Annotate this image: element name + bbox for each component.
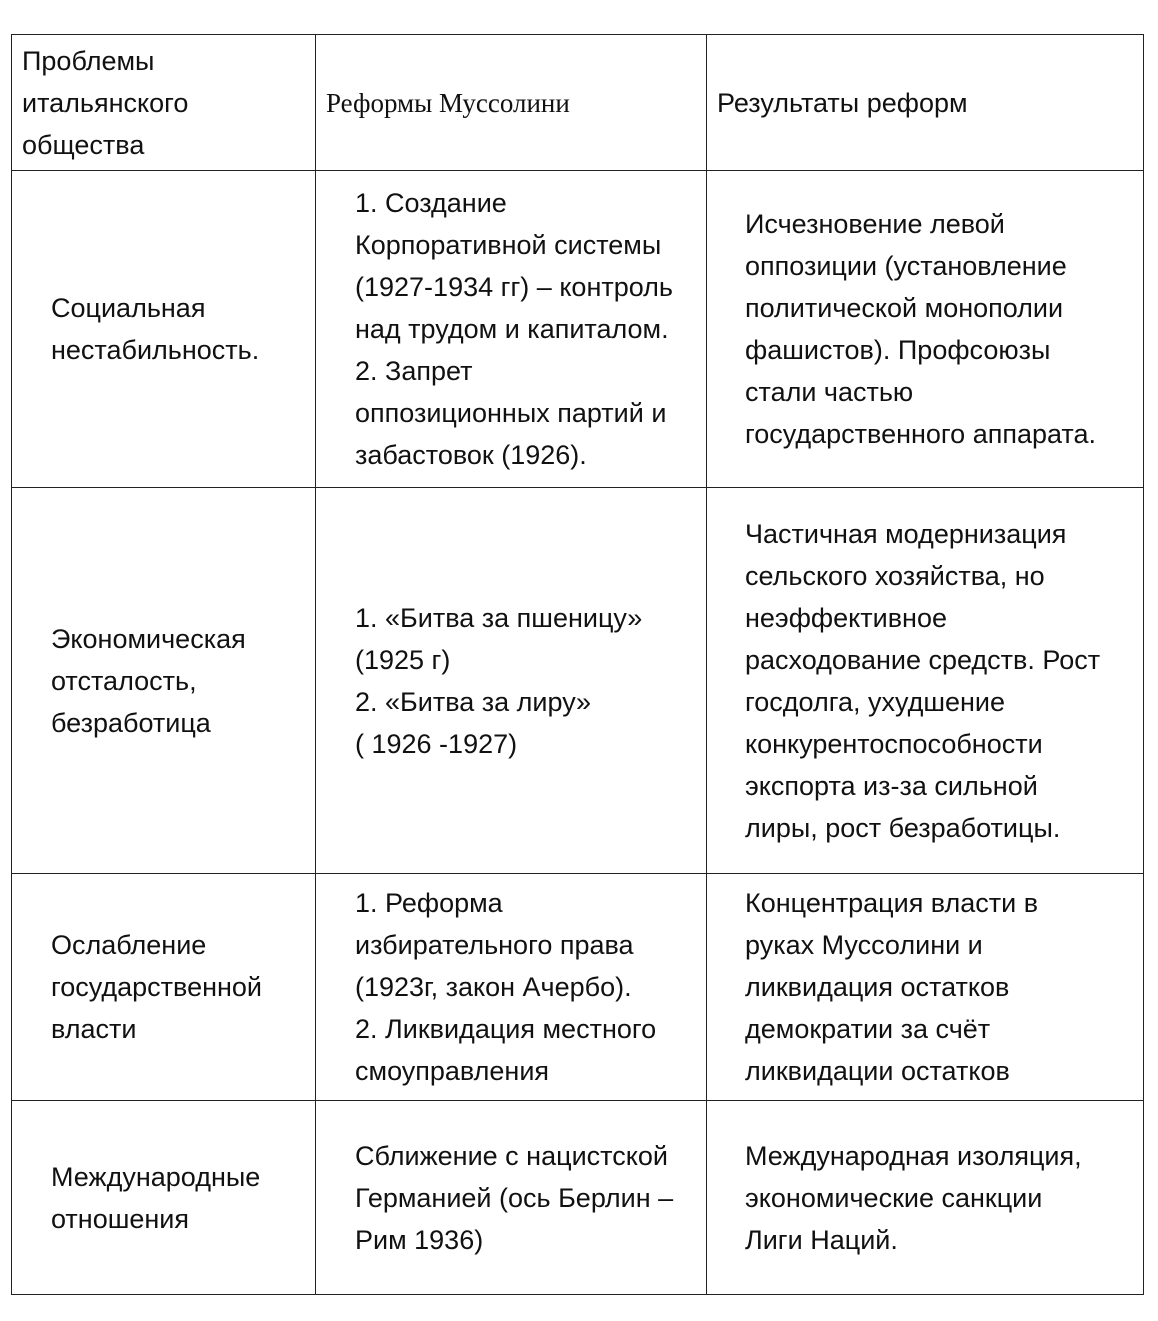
problem-cell <box>12 874 316 1101</box>
result-cell <box>707 874 1144 1101</box>
cell-line: конкурентоспособности <box>745 728 1043 759</box>
problem-cell <box>12 1101 316 1295</box>
cell-line: политической монополии <box>745 293 1064 323</box>
cell-line: забастовок (1926). <box>355 440 587 470</box>
cell-line: ( 1926 -1927) <box>355 728 518 759</box>
cell-line: руках Муссолини и <box>745 930 983 960</box>
cell-line: Частичная модернизация <box>745 518 1067 549</box>
table-header-row <box>12 35 1144 171</box>
cell-line: 1. Создание <box>355 188 507 218</box>
cell-line: избирательного права <box>355 930 634 960</box>
reform-cell <box>316 874 707 1101</box>
table-row <box>12 1101 1144 1295</box>
cell-line: государственного аппарата. <box>745 419 1096 449</box>
cell-line: 1. Реформа <box>355 888 503 918</box>
cell-line: оппозиционных партий и <box>355 398 667 428</box>
cell-line: демократии за счёт <box>745 1014 991 1044</box>
result-cell <box>707 171 1144 488</box>
cell-line: 2. «Битва за лиру» <box>355 686 592 717</box>
cell-line: Международные <box>51 1161 261 1192</box>
result-cell <box>707 1101 1144 1295</box>
cell-line: (1923г, закон Ачербо). <box>355 972 632 1002</box>
cell-line: (1927-1934 гг) – контроль <box>355 272 673 302</box>
header-problems-line: общества <box>22 129 145 160</box>
reform-cell <box>316 488 707 874</box>
cell-line: расходование средств. Рост <box>745 644 1101 675</box>
cell-line: ликвидация остатков <box>745 972 1010 1002</box>
problem-cell <box>12 488 316 874</box>
table-row <box>12 171 1144 488</box>
cell-line: Экономическая <box>51 623 246 654</box>
cell-line: Сближение с нацистской <box>355 1140 668 1171</box>
result-cell <box>707 488 1144 874</box>
cell-line: власти <box>51 1014 137 1044</box>
cell-line: Исчезновение левой <box>745 209 1005 239</box>
cell-line: лиры, рост безработицы. <box>745 812 1061 843</box>
cell-line: Концентрация власти в <box>745 888 1039 918</box>
cell-line: Германией (ось Берлин – <box>355 1182 674 1213</box>
cell-line: ликвидации остатков <box>745 1056 1010 1086</box>
reform-cell <box>316 171 707 488</box>
table-row <box>12 874 1144 1101</box>
cell-line: стали частью <box>745 377 914 407</box>
cell-line: 1. «Битва за пшеницу» <box>355 602 643 633</box>
reforms-table <box>11 34 1144 1295</box>
cell-line: оппозиции (установление <box>745 251 1067 281</box>
header-reforms: Реформы Муссолини <box>316 35 707 171</box>
cell-line: Международная изоляция, <box>745 1140 1082 1171</box>
cell-line: безработица <box>51 707 211 738</box>
cell-line: нестабильность. <box>51 335 260 365</box>
table-row <box>12 488 1144 874</box>
header-problems-line: Проблемы <box>22 45 155 76</box>
cell-line: Рим 1936) <box>355 1224 484 1255</box>
cell-line: Корпоративной системы <box>355 230 662 260</box>
header-problems-line: итальянского <box>22 87 189 118</box>
cell-line: 2. Запрет <box>355 356 473 386</box>
cell-line: госдолга, ухудшение <box>745 686 1006 717</box>
cell-line: государственной <box>51 972 263 1002</box>
cell-line: Лиги Наций. <box>745 1224 898 1255</box>
problem-cell <box>12 171 316 488</box>
cell-line: Социальная <box>51 293 206 323</box>
cell-line: (1925 г) <box>355 644 451 675</box>
cell-line: смоуправления <box>355 1056 550 1086</box>
cell-line: сельского хозяйства, но <box>745 560 1045 591</box>
cell-line: фашистов). Профсоюзы <box>745 335 1051 365</box>
cell-line: экспорта из-за сильной <box>745 770 1038 801</box>
header-results: Результаты реформ <box>707 35 1144 171</box>
reform-cell <box>316 1101 707 1295</box>
cell-line: над трудом и капиталом. <box>355 314 669 344</box>
cell-line: неэффективное <box>745 602 947 633</box>
cell-line: отношения <box>51 1203 190 1234</box>
cell-line: 2. Ликвидация местного <box>355 1014 657 1044</box>
cell-line: отсталость, <box>51 665 197 696</box>
header-problems <box>12 35 316 171</box>
cell-line: экономические санкции <box>745 1182 1043 1213</box>
cell-line: Ослабление <box>51 930 207 960</box>
